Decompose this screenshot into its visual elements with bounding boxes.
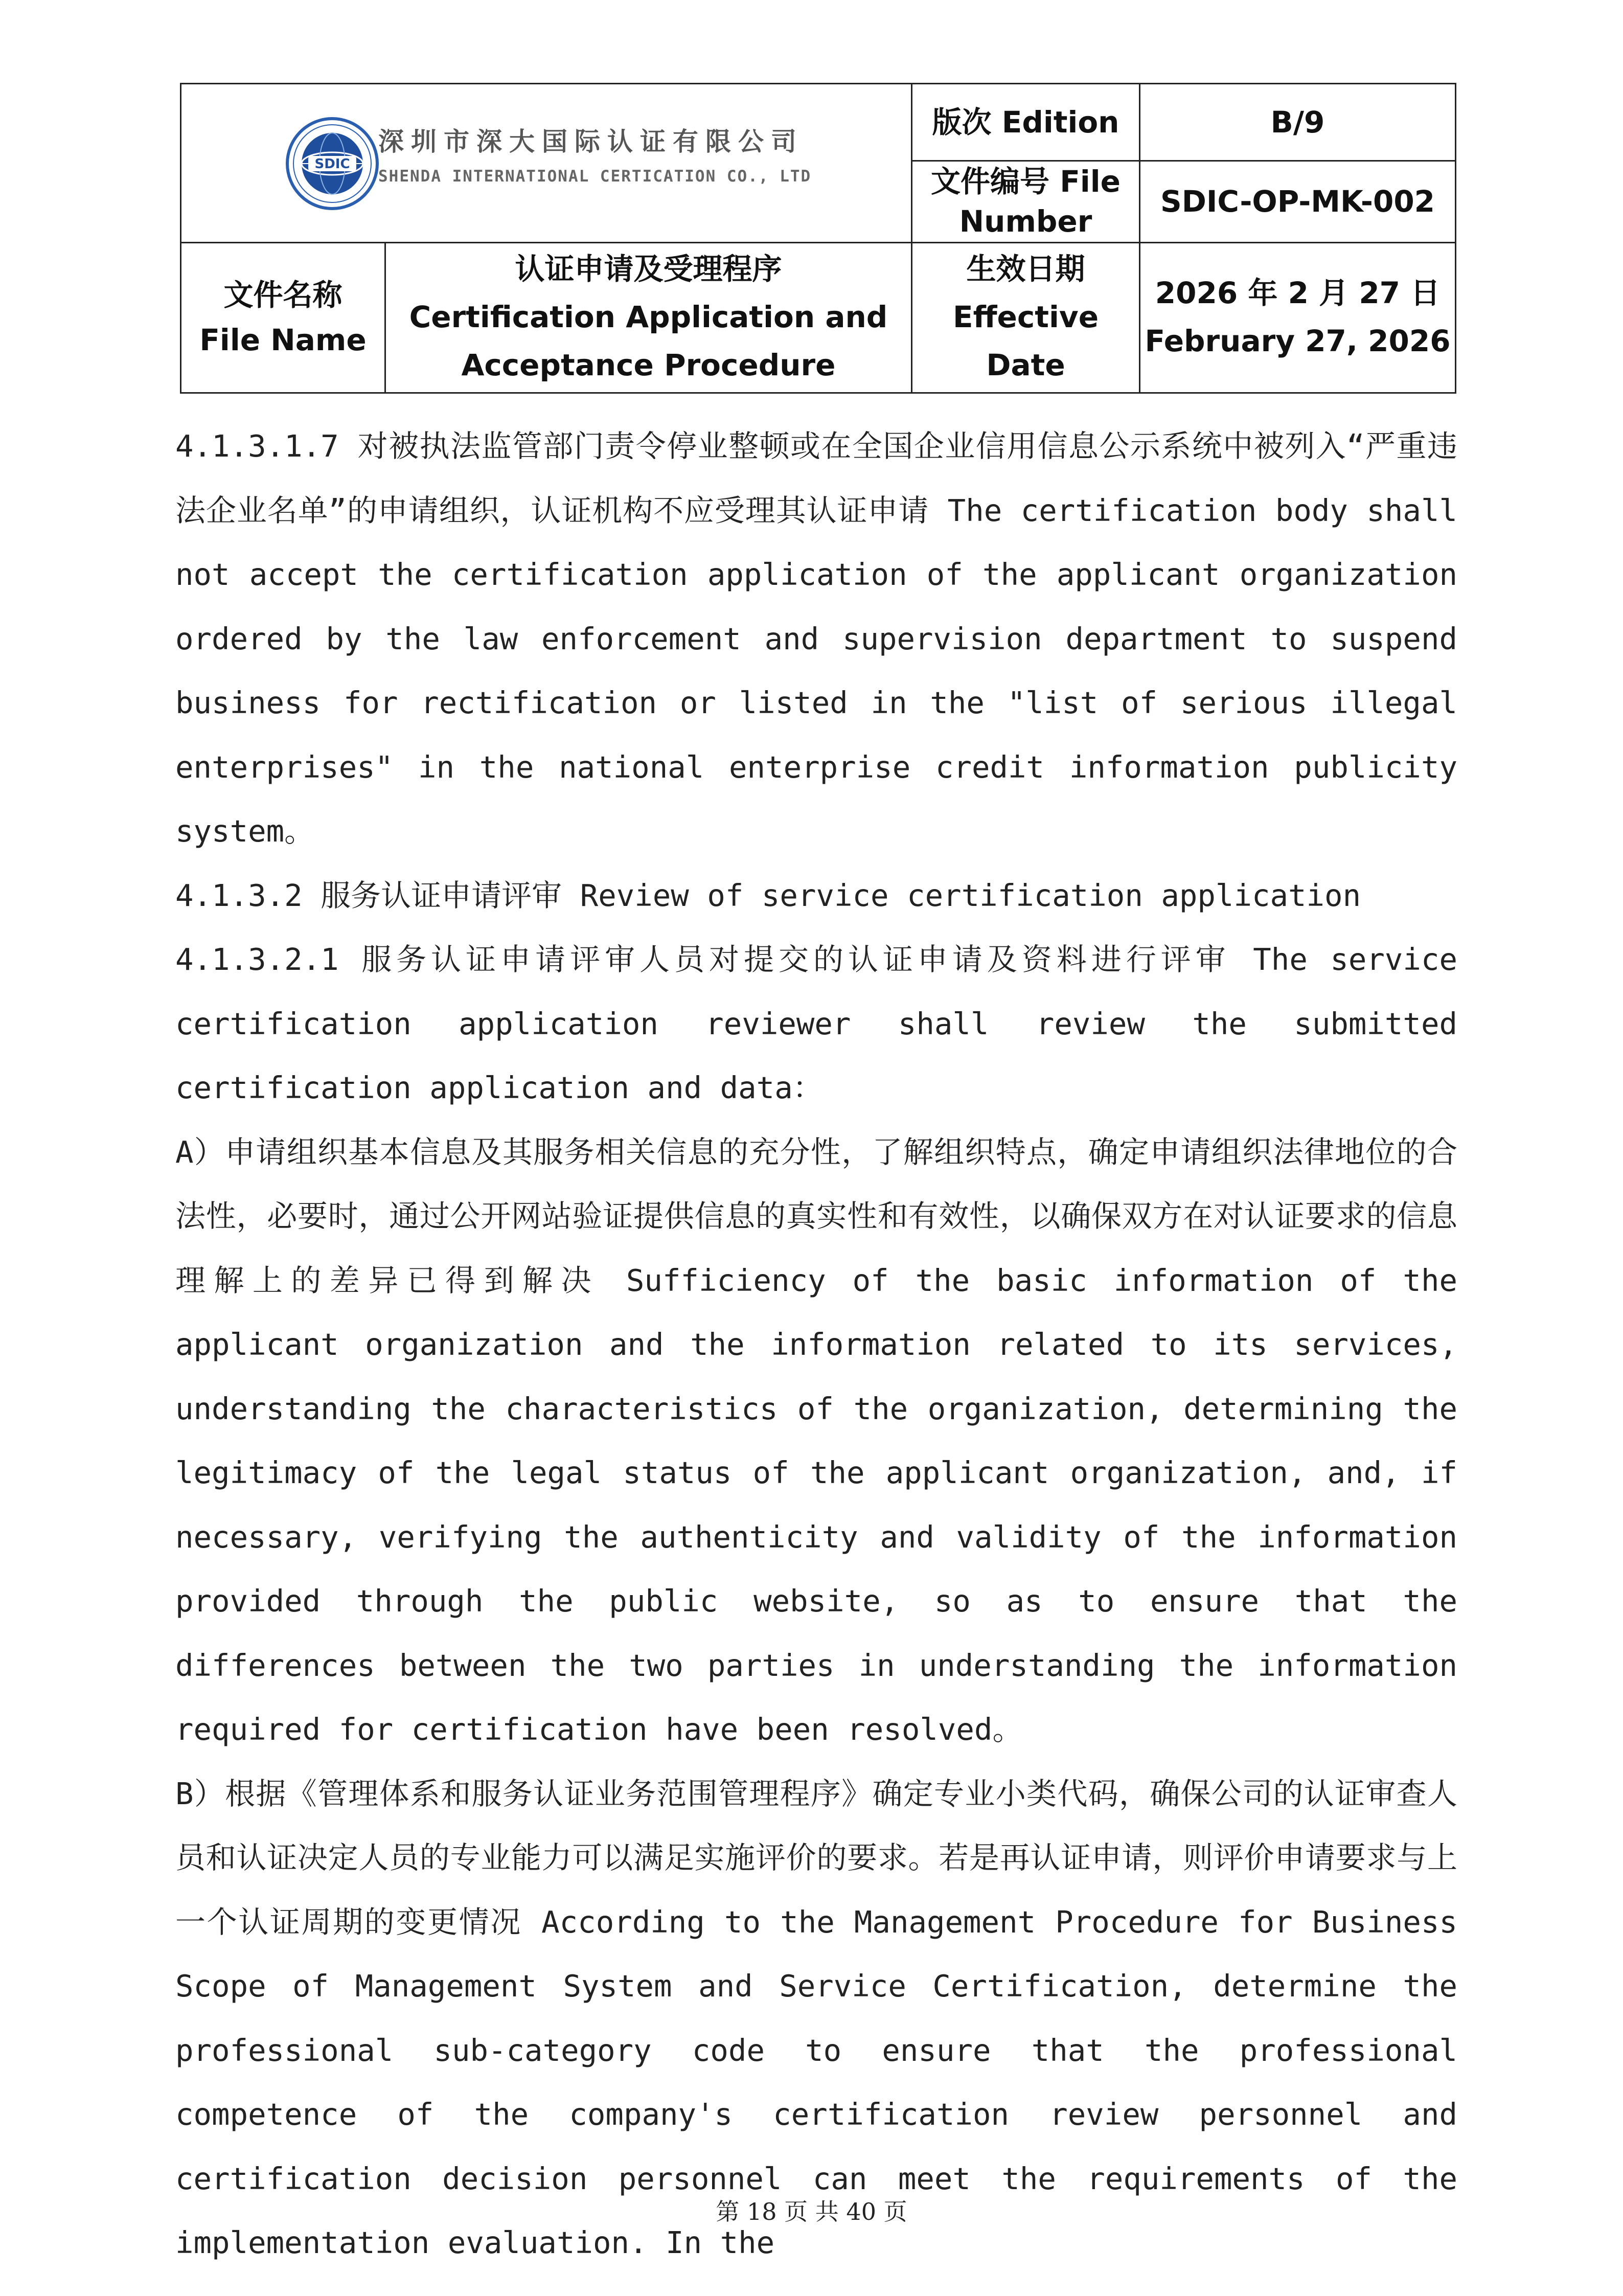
company-name-cn: 深圳市深大国际认证有限公司 xyxy=(378,126,804,156)
page-footer xyxy=(0,2193,1623,2227)
paragraph-item-b: B）根据《管理体系和服务认证业务范围管理程序》确定专业小类代码，确保公司的认证审查人员和认证决定人员的专业能力可以满足实施评价的要求。若是再认证申请，则评价申请要求与上一个认证周期的变更情况 According to the Management Procedure for Business Scope of Management System and Service Certification, determine the professional sub-category code to ensure that the professional competence of the company's certification review personnel and certification decision personnel can meet the requirements of the implementation evaluation. In the xyxy=(175,1776,1457,2260)
paragraph-4-1-3-2: 4.1.3.2 服务认证申请评审 Review of service certification application xyxy=(175,877,1361,913)
file-name-value: 认证申请及受理程序 Certification Application and Acceptance Procedure xyxy=(385,242,912,393)
company-name-en: SHENDA INTERNATIONAL CERTICATION CO., LTD xyxy=(378,167,812,186)
file-number-value: SDIC-OP-MK-002 xyxy=(1140,161,1456,243)
company-logo-cell xyxy=(181,84,912,243)
page-number: 第 18 页 共 40 页 xyxy=(716,2198,907,2225)
effective-date-label: 生效日期 Effective Date xyxy=(912,242,1140,393)
logo-text: SDIC xyxy=(314,156,350,172)
sdic-seal-icon xyxy=(284,115,381,212)
effective-date-value: 2026 年 2 月 27 日 February 27, 2026 xyxy=(1140,242,1456,393)
document-body xyxy=(175,414,1457,2275)
paragraph-item-a: A）申请组织基本信息及其服务相关信息的充分性，了解组织特点，确定申请组织法律地位的合法性，必要时，通过公开网站验证提供信息的真实性和有效性，以确保双方在对认证要求的信息理解上的差异已得到解决 Sufficiency of the basic information of the applicant organization and the information related to its services, understanding the characteristics of the organization, determining the legitimacy of the legal status of the applicant organization, and, if necessary, verifying the authenticity and validity of the information provided through the public website, so as to ensure that the differences between the two parties in understanding the information required for certification have been resolved。 xyxy=(175,1134,1457,1747)
paragraph-4-1-3-1-7: 4.1.3.1.7 对被执法监管部门责令停业整顿或在全国企业信用信息公示系统中被列入“严重违法企业名单”的申请组织，认证机构不应受理其认证申请 The certification body shall not accept the certification application of the applicant organization ordered by the law enforcement and supervision department to suspend business for rectification or listed in the "list of serious illegal enterprises" in the national enterprise credit information publicity system。 xyxy=(175,428,1457,849)
edition-label: 版次 Edition xyxy=(912,84,1140,161)
company-logo xyxy=(284,115,812,212)
paragraph-4-1-3-2-1: 4.1.3.2.1 服务认证申请评审人员对提交的认证申请及资料进行评审 The service certification application reviewer shall review the submitted certification application and data： xyxy=(175,942,1457,1105)
file-number-label: 文件编号 File Number xyxy=(912,161,1140,243)
document-header-table xyxy=(180,83,1456,394)
edition-value: B/9 xyxy=(1140,84,1456,161)
file-name-label: 文件名称 File Name xyxy=(181,242,385,393)
